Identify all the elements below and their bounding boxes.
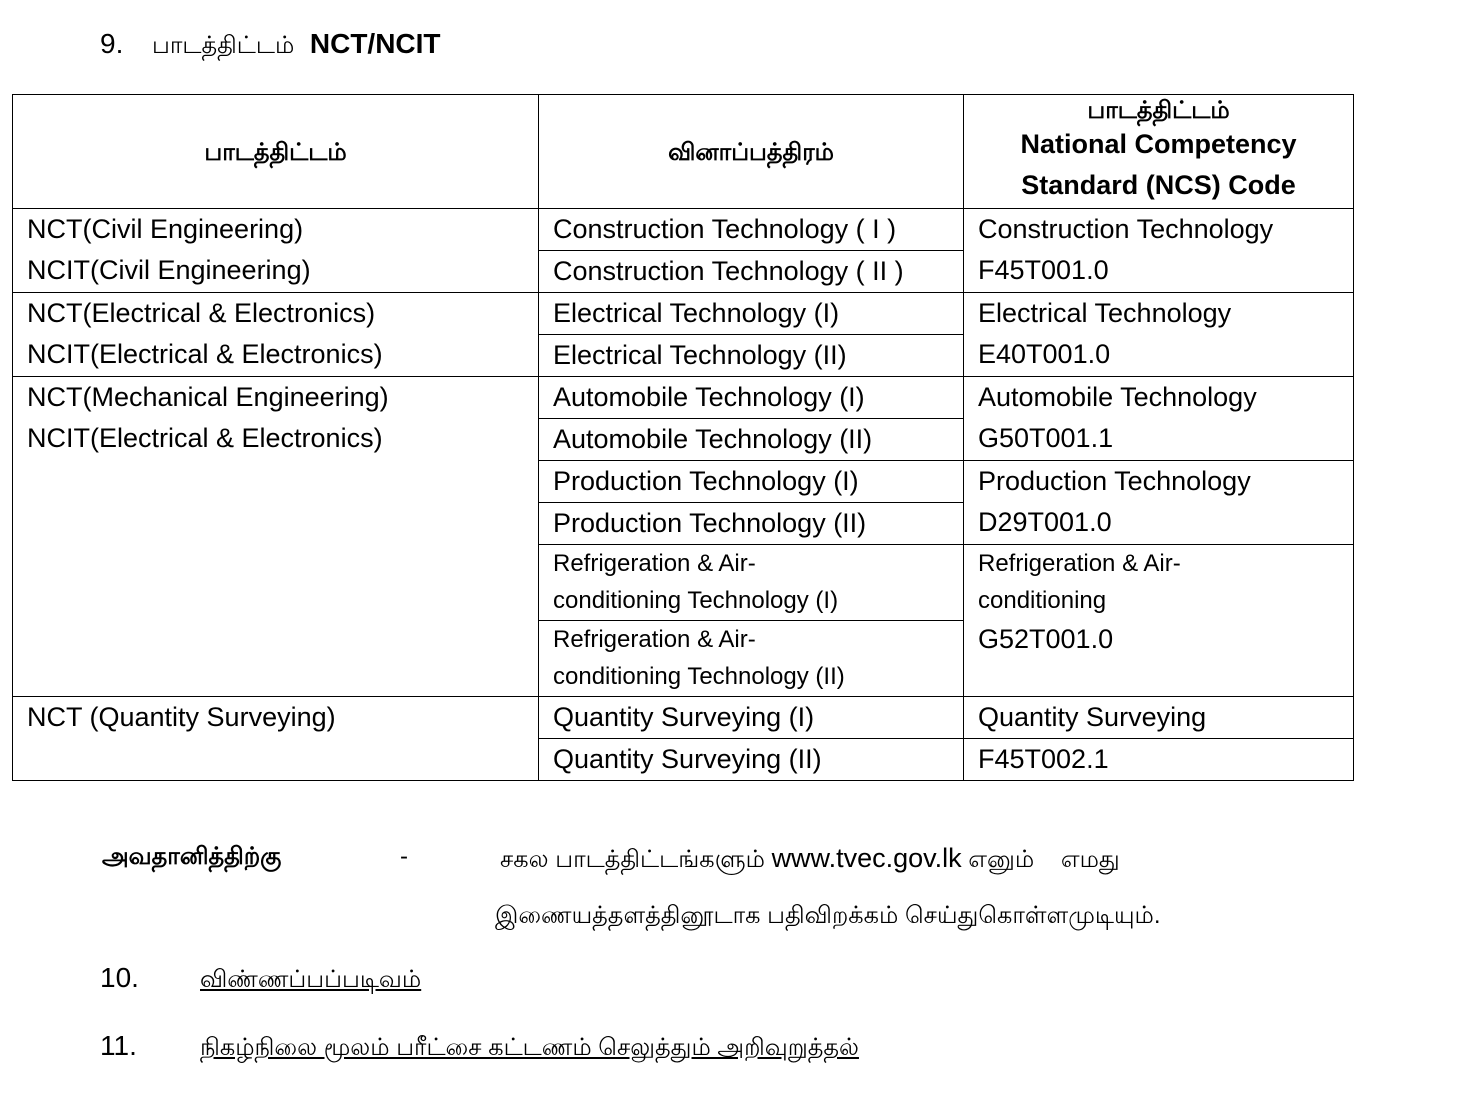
header-ncs-tamil: பாடத்திட்டம் [1087, 96, 1230, 124]
item-link-online-payment[interactable]: நிகழ்நிலை மூலம் பரீட்சை கட்டணம் செலுத்தும் அறிவுறுத்தல் [200, 1034, 859, 1061]
ncs-cell: Production Technology D29T001.0 [964, 461, 1354, 545]
paper-cell: Construction Technology ( I ) [539, 209, 964, 251]
header-course: பாடத்திட்டம் [13, 95, 539, 209]
paper-cell: Electrical Technology (I) [539, 293, 964, 335]
note-dash: - [400, 843, 408, 870]
paper-cell: Electrical Technology (II) [539, 335, 964, 377]
ncs-cell: Automobile Technology G50T001.1 [964, 377, 1354, 461]
ncs-cell: Quantity Surveying [964, 697, 1354, 739]
paper-cell: Automobile Technology (II) [539, 419, 964, 461]
ncs-cell: F45T002.1 [964, 739, 1354, 781]
course-cell: NCT(Civil Engineering) NCIT(Civil Engineering) [13, 209, 539, 293]
paper-cell: Quantity Surveying (II) [539, 739, 964, 781]
list-item [100, 962, 421, 996]
paper-cell: Production Technology (I) [539, 461, 964, 503]
course-cell: NCT (Quantity Surveying) [13, 697, 539, 781]
section-heading [100, 28, 441, 62]
syllabus-table [12, 94, 1354, 781]
course-cell: NCT(Electrical & Electronics) NCIT(Electrical & Electronics) [13, 293, 539, 377]
section-title-tamil: பாடத்திட்டம் [152, 32, 295, 59]
table-header-row [13, 95, 1354, 209]
paper-cell: Quantity Surveying (I) [539, 697, 964, 739]
note-text-after-url: எனும் எமது [968, 846, 1120, 873]
table-row [13, 377, 1354, 419]
note-label: அவதானித்திற்கு [102, 843, 282, 870]
paper-cell: Automobile Technology (I) [539, 377, 964, 419]
note-text-before-url: சகல பாடத்திட்டங்களும் [500, 846, 765, 873]
section-title-english: NCT/NCIT [309, 28, 441, 59]
paper-cell: Production Technology (II) [539, 503, 964, 545]
course-cell: NCT(Mechanical Engineering) NCIT(Electrical & Electronics) [13, 377, 539, 697]
ncs-cell: Electrical Technology E40T001.0 [964, 293, 1354, 377]
table-row [13, 293, 1354, 335]
table-row [13, 209, 1354, 251]
item-number: 10. [100, 962, 139, 993]
header-ncs-line2: Standard (NCS) Code [1021, 170, 1296, 201]
paper-cell: Refrigeration & Air- conditioning Technology (I) [539, 545, 964, 621]
header-ncs-line1: National Competency [1020, 129, 1297, 160]
item-link-application-form[interactable]: விண்ணப்பப்படிவம் [200, 966, 422, 993]
paper-cell: Refrigeration & Air- conditioning Technology (II) [539, 621, 964, 697]
paper-cell: Construction Technology ( II ) [539, 251, 964, 293]
header-paper: வினாப்பத்திரம் [539, 95, 964, 209]
item-number: 11. [100, 1030, 137, 1061]
note-url[interactable]: www.tvec.gov.lk [771, 843, 962, 873]
note-line2: இணையத்தளத்தினூடாக பதிவிறக்கம் செய்துகொள்ளமுடியும். [495, 902, 1161, 929]
table-row [13, 697, 1354, 739]
section-number: 9. [100, 28, 124, 59]
ncs-cell: Refrigeration & Air- conditioning G52T001.0 [964, 545, 1354, 697]
list-item [100, 1030, 859, 1064]
header-ncs-code [964, 95, 1354, 209]
note-line1 [500, 843, 1120, 876]
ncs-cell: Construction Technology F45T001.0 [964, 209, 1354, 293]
